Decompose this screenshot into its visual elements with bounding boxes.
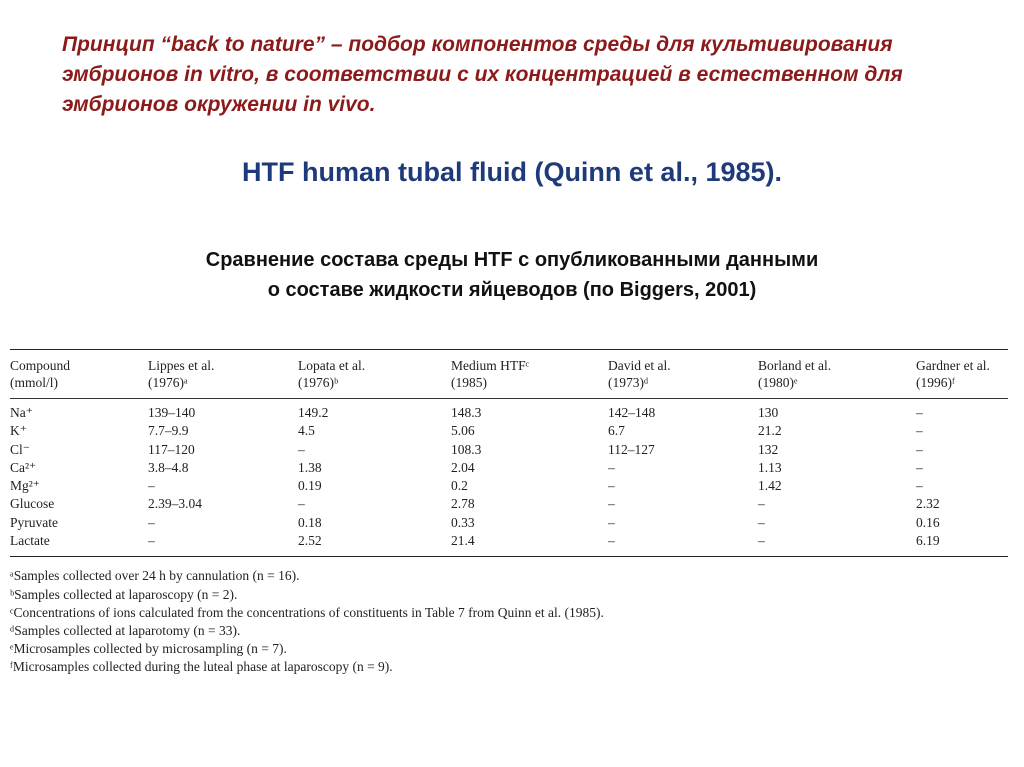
value-cell: – bbox=[608, 533, 615, 549]
table-row bbox=[10, 532, 1008, 556]
column-header-line2: (1976)ᵃ bbox=[148, 375, 188, 390]
column-header-line2: (mmol/l) bbox=[10, 375, 58, 390]
column-header-line1: Gardner et al. bbox=[916, 358, 990, 373]
value-cell: 117–120 bbox=[148, 441, 195, 457]
footnotes bbox=[10, 557, 1008, 676]
value-cell: 4.5 bbox=[298, 423, 315, 439]
footnote: ᵈSamples collected at laparotomy (n = 33). bbox=[10, 622, 241, 638]
column-header-line1: Borland et al. bbox=[758, 358, 832, 373]
compound-cell: Glucose bbox=[10, 496, 55, 512]
composition-table-body bbox=[10, 399, 1008, 556]
value-cell: 7.7–9.9 bbox=[148, 423, 189, 439]
value-cell: 132 bbox=[758, 441, 779, 457]
value-cell: – bbox=[916, 441, 923, 457]
value-cell: – bbox=[148, 514, 155, 530]
value-cell: 148.3 bbox=[451, 405, 482, 420]
column-header-line2: (1973)ᵈ bbox=[608, 375, 649, 390]
column-header-line2: (1985) bbox=[451, 375, 487, 390]
value-cell: – bbox=[608, 496, 615, 512]
comparison-title-line2: о составе жидкости яйцеводов (по Biggers, 2001) bbox=[267, 279, 757, 301]
value-cell: – bbox=[148, 478, 155, 494]
table-row bbox=[10, 514, 1008, 532]
value-cell: 2.04 bbox=[451, 459, 475, 475]
table-row bbox=[10, 441, 1008, 459]
value-cell: – bbox=[298, 496, 305, 512]
column-header-line1: Lippes et al. bbox=[148, 358, 215, 373]
column-header bbox=[298, 350, 451, 398]
composition-table-section bbox=[10, 349, 1008, 677]
compound-cell: Lactate bbox=[10, 533, 50, 549]
value-cell: 142–148 bbox=[608, 405, 656, 420]
value-cell: – bbox=[758, 533, 765, 549]
composition-table bbox=[10, 350, 1008, 398]
footnote: ᶠMicrosamples collected during the luteal phase at laparoscopy (n = 9). bbox=[10, 659, 393, 675]
value-cell: 0.18 bbox=[298, 514, 322, 530]
value-cell: – bbox=[916, 423, 923, 439]
value-cell: – bbox=[758, 496, 765, 512]
column-header-line2: (1976)ᵇ bbox=[298, 375, 339, 390]
value-cell: – bbox=[608, 459, 615, 475]
value-cell: 1.13 bbox=[758, 459, 782, 475]
value-cell: 6.7 bbox=[608, 423, 625, 439]
column-header bbox=[10, 350, 148, 398]
column-header-line2: (1980)ᵉ bbox=[758, 375, 798, 390]
footnote: ᵇSamples collected at laparoscopy (n = 2). bbox=[10, 586, 238, 602]
value-cell: – bbox=[916, 478, 923, 494]
value-cell: – bbox=[758, 514, 765, 530]
intro-text: Принцип “back to nature” – подбор компонентов среды для культивирования эмбрионов in vitro, в соответствии с их концентрацией в естественном для эмбрионов окружении in vivo. bbox=[62, 33, 903, 116]
value-cell: 3.8–4.8 bbox=[148, 459, 189, 475]
column-header-line1: Lopata et al. bbox=[298, 358, 366, 373]
value-cell: 0.33 bbox=[451, 514, 475, 530]
value-cell: 112–127 bbox=[608, 441, 655, 457]
table-row bbox=[10, 422, 1008, 440]
table-row bbox=[10, 495, 1008, 513]
compound-cell: Mg²⁺ bbox=[10, 478, 40, 494]
comparison-title-line1: Сравнение состава среды HTF с опубликованными данными bbox=[205, 249, 819, 271]
table-row bbox=[10, 399, 1008, 422]
value-cell: – bbox=[916, 459, 923, 475]
value-cell: 2.78 bbox=[451, 496, 475, 512]
value-cell: 108.3 bbox=[451, 441, 482, 457]
value-cell: – bbox=[916, 405, 923, 420]
column-header bbox=[758, 350, 916, 398]
value-cell: 1.38 bbox=[298, 459, 322, 475]
value-cell: 6.19 bbox=[916, 533, 940, 549]
value-cell: 2.52 bbox=[298, 533, 322, 549]
htf-title: HTF human tubal fluid (Quinn et al., 1985). bbox=[241, 157, 783, 187]
compound-cell: Cl⁻ bbox=[10, 441, 30, 457]
column-header-line2: (1996)ᶠ bbox=[916, 375, 955, 390]
value-cell: 21.4 bbox=[451, 533, 475, 549]
value-cell: – bbox=[148, 533, 155, 549]
compound-cell: Ca²⁺ bbox=[10, 459, 37, 475]
value-cell: 2.32 bbox=[916, 496, 940, 512]
footnote: ᶜConcentrations of ions calculated from the concentrations of constituents in Table 7 from Quinn et al. (1985). bbox=[10, 604, 604, 620]
column-header bbox=[148, 350, 298, 398]
column-header-line1: David et al. bbox=[608, 358, 671, 373]
value-cell: 21.2 bbox=[758, 423, 782, 439]
table-header-row bbox=[10, 350, 1008, 398]
compound-cell: K⁺ bbox=[10, 423, 27, 439]
column-header-line1: Compound bbox=[10, 358, 71, 373]
value-cell: 130 bbox=[758, 405, 779, 420]
column-header-line1: Medium HTFᶜ bbox=[451, 358, 530, 373]
column-header bbox=[608, 350, 758, 398]
value-cell: 2.39–3.04 bbox=[148, 496, 202, 512]
value-cell: 149.2 bbox=[298, 405, 329, 420]
value-cell: 5.06 bbox=[451, 423, 475, 439]
compound-cell: Na⁺ bbox=[10, 405, 33, 420]
value-cell: 1.42 bbox=[758, 478, 782, 494]
footnote: ᵉMicrosamples collected by microsampling (n = 7). bbox=[10, 641, 287, 657]
value-cell: – bbox=[608, 514, 615, 530]
value-cell: – bbox=[298, 441, 305, 457]
column-header bbox=[916, 350, 1008, 398]
value-cell: 0.2 bbox=[451, 478, 468, 494]
table-row bbox=[10, 477, 1008, 495]
value-cell: 0.19 bbox=[298, 478, 322, 494]
footnote: ᵃSamples collected over 24 h by cannulation (n = 16). bbox=[10, 568, 300, 584]
compound-cell: Pyruvate bbox=[10, 514, 58, 530]
column-header bbox=[451, 350, 608, 398]
table-row bbox=[10, 459, 1008, 477]
value-cell: 0.16 bbox=[916, 514, 940, 530]
comparison-title bbox=[0, 245, 1024, 305]
value-cell: 139–140 bbox=[148, 405, 196, 420]
value-cell: – bbox=[608, 478, 615, 494]
